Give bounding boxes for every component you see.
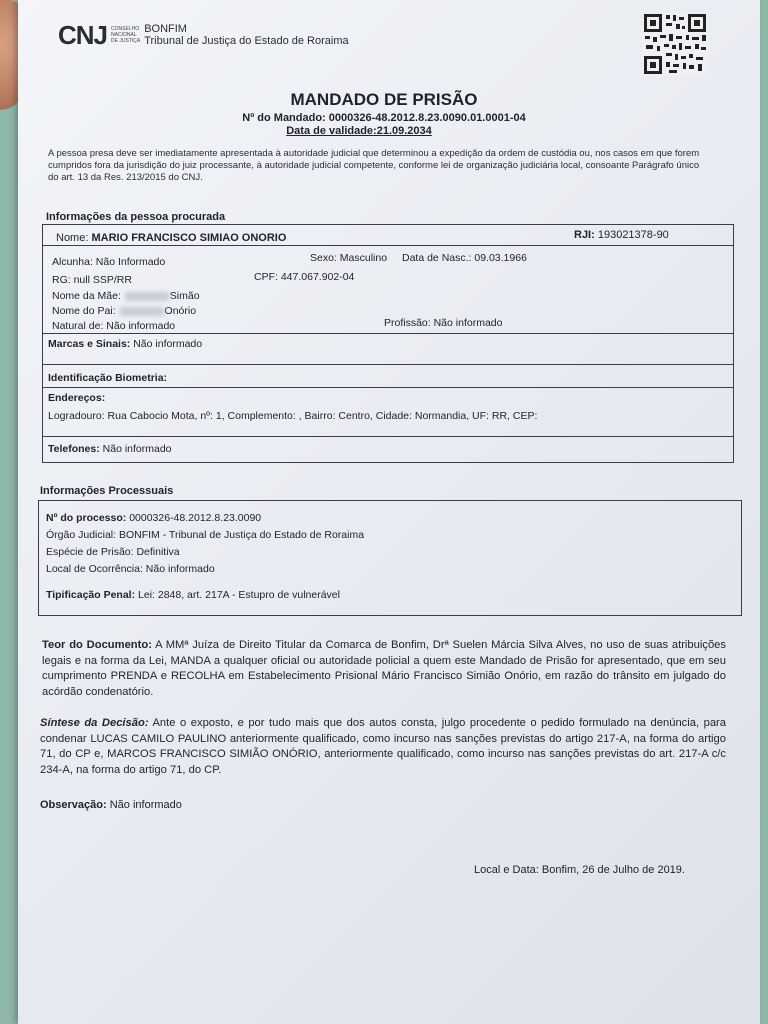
orgao-judicial: Órgão Judicial: BONFIM - Tribunal de Justiça do Estado de Roraima bbox=[46, 529, 365, 541]
telefones-row bbox=[48, 443, 172, 455]
tribunal-name: Tribunal de Justiça do Estado de Roraima bbox=[144, 35, 349, 47]
rji-value: 193021378-90 bbox=[597, 229, 669, 241]
telefones-value: Não informado bbox=[102, 443, 172, 455]
rg: RG: null SSP/RR bbox=[52, 274, 132, 286]
cpf: CPF: 447.067.902-04 bbox=[254, 271, 355, 283]
logo-court-text bbox=[144, 23, 348, 47]
local-ocorrencia: Local de Ocorrência: Não informado bbox=[46, 563, 215, 575]
mother-name bbox=[52, 290, 200, 302]
marcas-row bbox=[48, 338, 202, 350]
mother-label: Nome da Mãe: bbox=[52, 290, 121, 302]
telefones-label: Telefones: bbox=[48, 443, 100, 455]
person-section-title: Informações da pessoa procurada bbox=[46, 211, 226, 223]
process-number: 0000326-48.2012.8.23.0090 bbox=[129, 512, 262, 524]
marcas-value: Não informado bbox=[133, 338, 203, 350]
rji-row bbox=[574, 229, 669, 241]
redacted-blur bbox=[120, 307, 164, 316]
alcunha: Alcunha: Não Informado bbox=[52, 256, 166, 268]
father-visible: Onório bbox=[164, 305, 197, 317]
logo-small-text bbox=[111, 26, 140, 44]
teor-paragraph bbox=[42, 638, 726, 700]
logo-mark: CNJ bbox=[58, 20, 108, 50]
marcas-label: Marcas e Sinais: bbox=[48, 338, 131, 350]
person-name: MARIO FRANCISCO SIMIAO ONORIO bbox=[91, 232, 287, 244]
biometria-label: Identificação Biometria: bbox=[48, 372, 168, 384]
tipificacao-value: Lei: 2848, art. 217A - Estupro de vulnerável bbox=[138, 589, 340, 601]
comarca-name: BONFIM bbox=[144, 23, 187, 35]
process-number-label: Nº do processo: bbox=[46, 512, 127, 524]
sintese-label: Síntese da Decisão: bbox=[40, 717, 149, 729]
name-label: Nome: bbox=[56, 232, 89, 244]
document-title: MANDADO DE PRISÃO bbox=[290, 90, 478, 109]
intro-paragraph: A pessoa presa deve ser imediatamente apresentada à autoridade judicial que determinou a expedição da ordem de custódia ou, nos casos em que forem cumpridos fora da jurisdição do juiz processante, à autoridade judicial competente, conforme lei de organização judiciária local, consoante Parágrafo único do art. 13 da Res. 213/2015 do CNJ. bbox=[48, 148, 700, 183]
logo-small-line: CONSELHO bbox=[111, 26, 140, 32]
divider bbox=[42, 364, 734, 365]
father-label: Nome do Pai: bbox=[52, 305, 116, 317]
observacao-row bbox=[40, 799, 182, 811]
process-number-row bbox=[46, 512, 261, 524]
tipificacao-row bbox=[46, 589, 340, 601]
observacao-value: Não informado bbox=[109, 799, 182, 811]
enderecos-label: Endereços: bbox=[48, 392, 106, 404]
logo-small-line: NACIONAL bbox=[111, 32, 137, 38]
validity-date: Data de validade:21.09.2034 bbox=[286, 125, 432, 137]
data-nascimento: Data de Nasc.: 09.03.1966 bbox=[402, 252, 527, 264]
sintese-paragraph bbox=[40, 716, 726, 778]
observacao-label: Observação: bbox=[40, 799, 107, 811]
profissao: Profissão: Não informado bbox=[384, 317, 503, 329]
divider bbox=[42, 245, 734, 246]
logradouro: Logradouro: Rua Cabocio Mota, nº: 1, Complemento: , Bairro: Centro, Cidade: Normandia, UF: RR, CEP: bbox=[48, 410, 538, 422]
natural-de: Natural de: Não informado bbox=[52, 320, 176, 332]
divider bbox=[42, 333, 734, 334]
rji-label: RJI: bbox=[574, 229, 595, 241]
sintese-text: Ante o exposto, e por tudo mais que dos autos consta, julgo procedente o pedido formulado na denúncia, para condenar LUCAS CAMILO PAULINO anteriormente qualificado, como incurso nas sanções previstas do artigo 217-A, na forma do artigo 71, do CP e, MARCOS FRANCISCO SIMIÃO ONÓRIO, anteriormente qualificado, como incurso nas sanções previstas do art. 217-A c/c 234-A, na forma do artigo 71, do CP. bbox=[40, 717, 726, 776]
mother-visible: Simão bbox=[169, 290, 200, 302]
mandado-number: Nº do Mandado: 0000326-48.2012.8.23.0090.01.0001-04 bbox=[242, 112, 526, 124]
teor-text: A MMª Juíza de Direito Titular da Comarca de Bonfim, Drª Suelen Márcia Silva Alves, no uso de suas atribuições legais e na forma da Lei, MANDA a qualquer oficial ou autoridade policial a quem este Mandado de Prisão for apresentado, que em seu cumprimento PRENDA e RECOLHA em Estabelecimento Prisional Mário Francisco Simião Onório, em razão do trânsito em julgado do acórdão condenatório. bbox=[42, 639, 726, 698]
divider bbox=[42, 387, 734, 388]
father-name bbox=[52, 305, 196, 317]
local-data: Local e Data: Bonfim, 26 de Julho de 2019. bbox=[474, 864, 685, 876]
process-section-title: Informações Processuais bbox=[40, 485, 174, 497]
sexo: Sexo: Masculino bbox=[310, 252, 388, 264]
redacted-blur bbox=[125, 292, 169, 301]
teor-label: Teor do Documento: bbox=[42, 639, 152, 651]
cnj-logo-icon bbox=[58, 22, 349, 48]
person-name-row bbox=[56, 232, 286, 244]
especie-prisao: Espécie de Prisão: Definitiva bbox=[46, 546, 180, 558]
tipificacao-label: Tipificação Penal: bbox=[46, 589, 136, 601]
qr-code-icon bbox=[642, 12, 708, 76]
logo-small-line: DE JUSTIÇA bbox=[111, 38, 141, 44]
divider bbox=[42, 436, 734, 437]
